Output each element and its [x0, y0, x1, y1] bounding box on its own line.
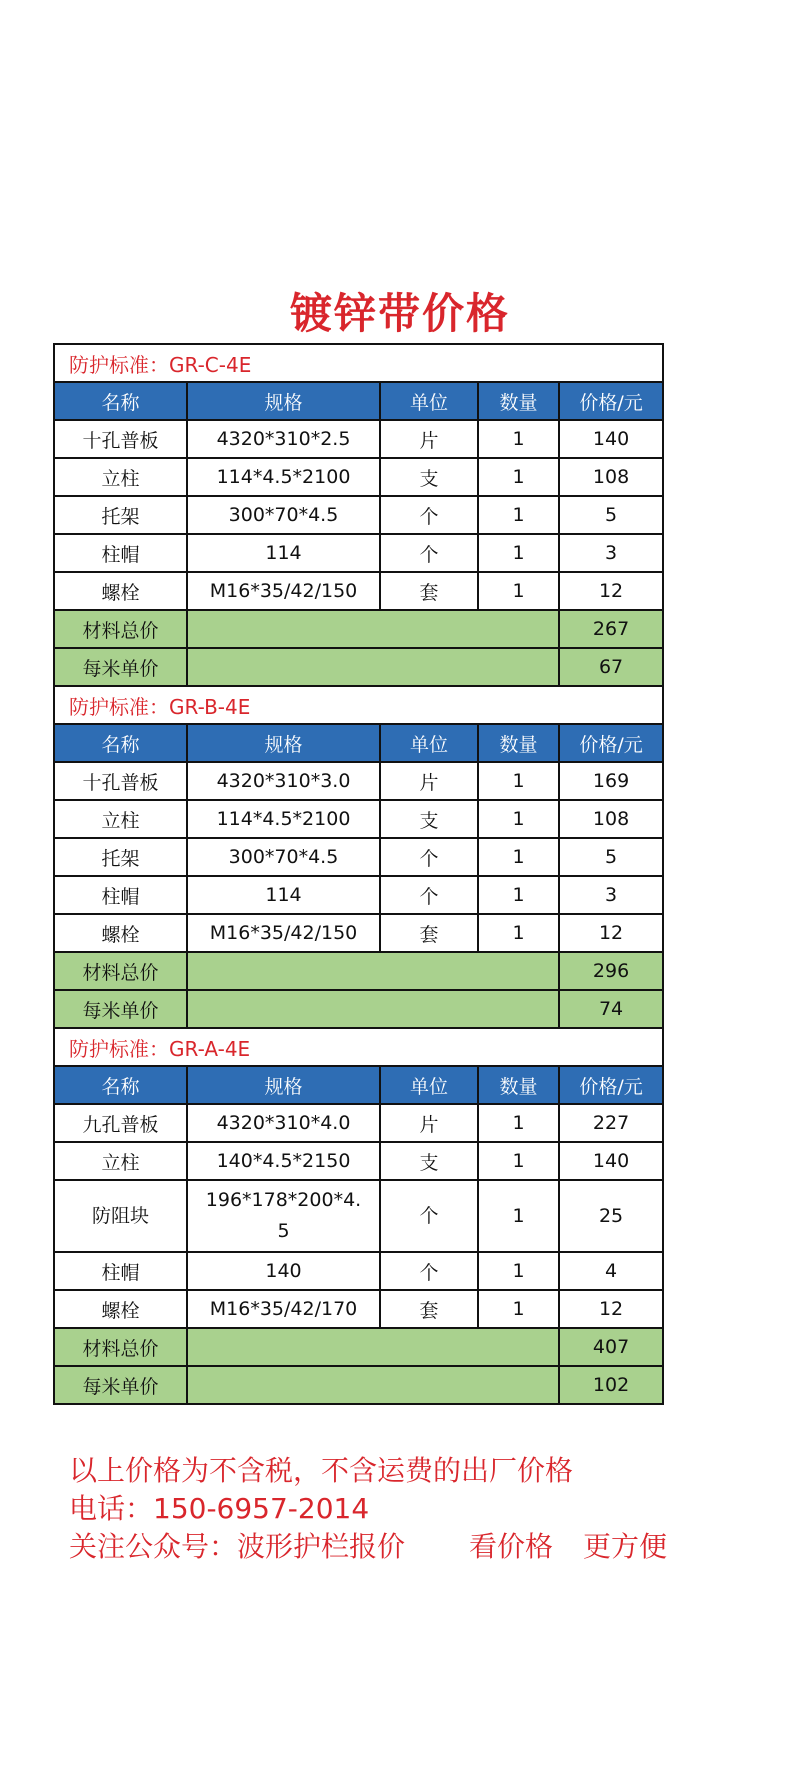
note-tax-freight: 以上价格为不含税，不含运费的出厂价格: [69, 1454, 574, 1487]
table-row: [54, 496, 663, 534]
cell-name: 立柱: [54, 458, 187, 496]
per-meter-label: 每米单价: [54, 1366, 187, 1404]
cell-name: 柱帽: [54, 1252, 187, 1290]
cell-price: 5: [559, 838, 663, 876]
column-header-price: 价格/元: [559, 382, 663, 420]
column-header-price: 价格/元: [559, 724, 663, 762]
cell-qty: 1: [478, 1142, 559, 1180]
table-row: [54, 1104, 663, 1142]
total-spacer: [187, 952, 559, 990]
total-row: [54, 952, 663, 990]
cell-price: 108: [559, 800, 663, 838]
cell-spec: 114*4.5*2100: [187, 800, 380, 838]
cell-price: 169: [559, 762, 663, 800]
total-value: 267: [559, 610, 663, 648]
cell-name: 托架: [54, 838, 187, 876]
table-row: [54, 876, 663, 914]
note-see-price: 看价格: [469, 1530, 554, 1563]
table-header-row: [54, 724, 663, 762]
cell-unit: 套: [380, 1290, 478, 1328]
cell-unit: 片: [380, 420, 478, 458]
note-phone: 电话：150-6957-2014: [69, 1492, 370, 1525]
cell-name: 立柱: [54, 800, 187, 838]
cell-price: 140: [559, 1142, 663, 1180]
per-meter-label: 每米单价: [54, 648, 187, 686]
cell-qty: 1: [478, 838, 559, 876]
per-meter-value: 102: [559, 1366, 663, 1404]
cell-spec: M16*35/42/150: [187, 914, 380, 952]
standard-row: [54, 1028, 663, 1066]
cell-spec: M16*35/42/150: [187, 572, 380, 610]
cell-name: 柱帽: [54, 876, 187, 914]
column-header-spec: 规格: [187, 724, 380, 762]
column-header-spec: 规格: [187, 382, 380, 420]
cell-qty: 1: [478, 1252, 559, 1290]
column-header-qty: 数量: [478, 724, 559, 762]
per-meter-row: [54, 990, 663, 1028]
table-row: [54, 838, 663, 876]
table-row: [54, 572, 663, 610]
column-header-name: 名称: [54, 724, 187, 762]
total-row: [54, 1328, 663, 1366]
cell-unit: 支: [380, 458, 478, 496]
table-row: [54, 1290, 663, 1328]
total-spacer: [187, 1328, 559, 1366]
total-label: 材料总价: [54, 1328, 187, 1366]
cell-name: 立柱: [54, 1142, 187, 1180]
per-meter-spacer: [187, 648, 559, 686]
total-label: 材料总价: [54, 610, 187, 648]
column-header-qty: 数量: [478, 1066, 559, 1104]
cell-spec: 140*4.5*2150: [187, 1142, 380, 1180]
cell-spec-line: 5: [277, 1220, 290, 1242]
cell-spec: 140: [187, 1252, 380, 1290]
cell-spec: 114: [187, 876, 380, 914]
note-convenient: 更方便: [583, 1530, 668, 1563]
per-meter-label: 每米单价: [54, 990, 187, 1028]
cell-price: 25: [559, 1180, 663, 1252]
per-meter-spacer: [187, 990, 559, 1028]
cell-spec: 114*4.5*2100: [187, 458, 380, 496]
cell-qty: 1: [478, 1180, 559, 1252]
table-header-row: [54, 382, 663, 420]
table-row: [54, 1252, 663, 1290]
cell-qty: 1: [478, 876, 559, 914]
cell-price: 12: [559, 1290, 663, 1328]
cell-spec: 114: [187, 534, 380, 572]
note-follow-account: 关注公众号：波形护栏报价: [69, 1530, 406, 1563]
note-follow: [69, 1528, 667, 1566]
cell-spec: 300*70*4.5: [187, 496, 380, 534]
cell-name: 防阻块: [54, 1180, 187, 1252]
total-value: 296: [559, 952, 663, 990]
table-row: [54, 1142, 663, 1180]
standard-label: 防护标准：GR-B-4E: [54, 686, 663, 724]
cell-unit: 支: [380, 1142, 478, 1180]
cell-qty: 1: [478, 762, 559, 800]
cell-spec: [187, 1180, 380, 1252]
table-row: [54, 762, 663, 800]
cell-name: 螺栓: [54, 572, 187, 610]
cell-price: 3: [559, 876, 663, 914]
column-header-name: 名称: [54, 1066, 187, 1104]
total-row: [54, 610, 663, 648]
per-meter-spacer: [187, 1366, 559, 1404]
total-spacer: [187, 610, 559, 648]
cell-unit: 支: [380, 800, 478, 838]
cell-name: 托架: [54, 496, 187, 534]
page-title: 镀锌带价格: [289, 289, 510, 338]
cell-price: 140: [559, 420, 663, 458]
cell-price: 12: [559, 572, 663, 610]
table-row: [54, 1180, 663, 1252]
column-header-spec: 规格: [187, 1066, 380, 1104]
per-meter-row: [54, 648, 663, 686]
notes-block: [69, 1452, 667, 1566]
cell-spec: 4320*310*2.5: [187, 420, 380, 458]
per-meter-value: 67: [559, 648, 663, 686]
cell-qty: 1: [478, 496, 559, 534]
per-meter-row: [54, 1366, 663, 1404]
standard-label: 防护标准：GR-A-4E: [54, 1028, 663, 1066]
cell-unit: 个: [380, 496, 478, 534]
cell-name: 十孔普板: [54, 762, 187, 800]
cell-price: 5: [559, 496, 663, 534]
cell-unit: 片: [380, 762, 478, 800]
table-row: [54, 800, 663, 838]
column-header-price: 价格/元: [559, 1066, 663, 1104]
cell-name: 十孔普板: [54, 420, 187, 458]
column-header-unit: 单位: [380, 382, 478, 420]
total-label: 材料总价: [54, 952, 187, 990]
cell-qty: 1: [478, 420, 559, 458]
cell-unit: 套: [380, 572, 478, 610]
column-header-unit: 单位: [380, 1066, 478, 1104]
cell-qty: 1: [478, 572, 559, 610]
cell-spec: 4320*310*4.0: [187, 1104, 380, 1142]
cell-unit: 片: [380, 1104, 478, 1142]
cell-qty: 1: [478, 458, 559, 496]
standard-row: [54, 686, 663, 724]
cell-price: 227: [559, 1104, 663, 1142]
table-row: [54, 420, 663, 458]
cell-price: 4: [559, 1252, 663, 1290]
cell-unit: 个: [380, 534, 478, 572]
per-meter-value: 74: [559, 990, 663, 1028]
cell-name: 螺栓: [54, 1290, 187, 1328]
cell-qty: 1: [478, 914, 559, 952]
cell-qty: 1: [478, 800, 559, 838]
cell-unit: 个: [380, 1180, 478, 1252]
table-row: [54, 534, 663, 572]
cell-name: 螺栓: [54, 914, 187, 952]
cell-qty: 1: [478, 1290, 559, 1328]
table-header-row: [54, 1066, 663, 1104]
cell-spec: 300*70*4.5: [187, 838, 380, 876]
column-header-qty: 数量: [478, 382, 559, 420]
standard-label: 防护标准：GR-C-4E: [54, 344, 663, 382]
total-value: 407: [559, 1328, 663, 1366]
table-row: [54, 458, 663, 496]
standard-row: [54, 344, 663, 382]
cell-unit: 个: [380, 838, 478, 876]
cell-qty: 1: [478, 534, 559, 572]
cell-unit: 套: [380, 914, 478, 952]
cell-unit: 个: [380, 1252, 478, 1290]
cell-price: 3: [559, 534, 663, 572]
column-header-unit: 单位: [380, 724, 478, 762]
cell-name: 九孔普板: [54, 1104, 187, 1142]
cell-unit: 个: [380, 876, 478, 914]
cell-spec-line: 196*178*200*4.: [205, 1189, 362, 1211]
cell-name: 柱帽: [54, 534, 187, 572]
column-header-name: 名称: [54, 382, 187, 420]
cell-qty: 1: [478, 1104, 559, 1142]
cell-price: 108: [559, 458, 663, 496]
cell-price: 12: [559, 914, 663, 952]
cell-spec: M16*35/42/170: [187, 1290, 380, 1328]
cell-spec: 4320*310*3.0: [187, 762, 380, 800]
table-row: [54, 914, 663, 952]
price-table: [53, 343, 664, 1405]
